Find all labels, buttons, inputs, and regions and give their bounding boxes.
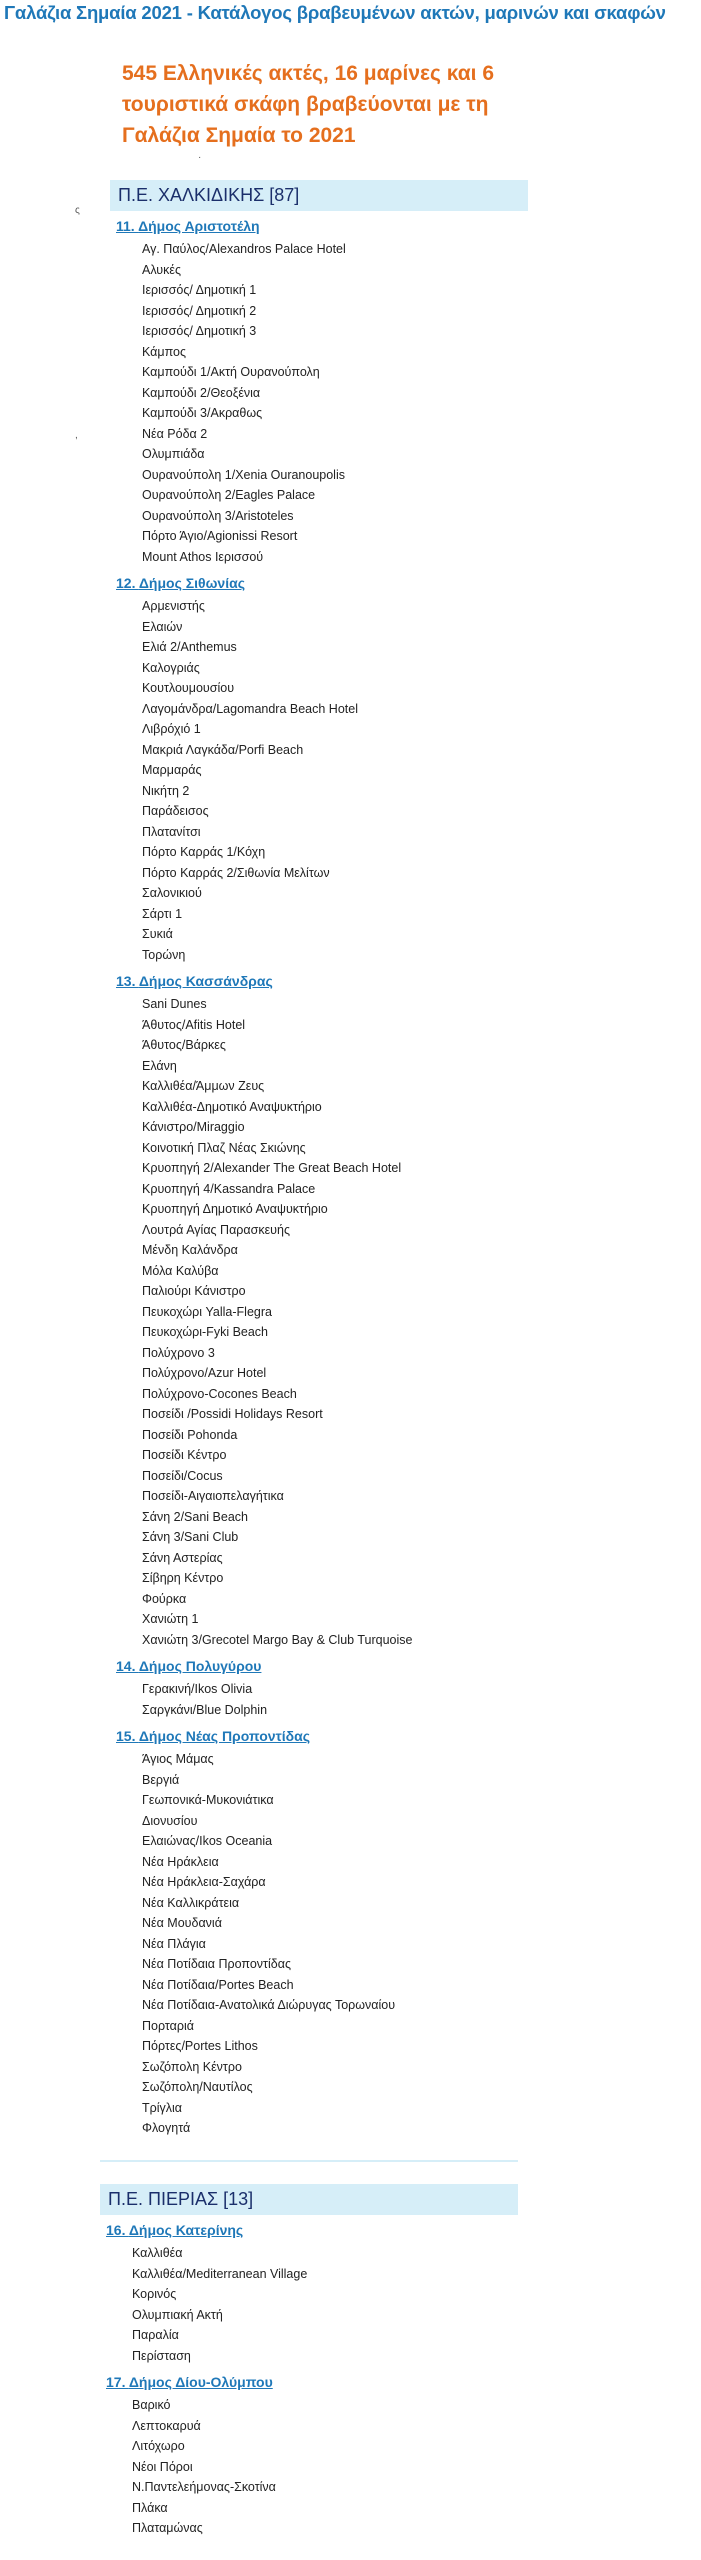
beach-item: Ποσείδι /Possidi Holidays Resort	[142, 1407, 323, 1421]
beach-item: Αγ. Παύλος/Alexandros Palace Hotel	[142, 242, 346, 256]
page-title: Γαλάζια Σημαία 2021 - Κατάλογος βραβευμένων ακτών, μαρινών και σκαφών	[4, 2, 666, 23]
beach-item: Ποσείδι/Cocus	[142, 1468, 223, 1483]
decorative-mark: ,	[75, 430, 78, 441]
beach-item: Νέα Ποτίδαια-Ανατολικά Διώρυγας Τορωναίου	[142, 1998, 396, 2012]
beach-item: Σάρτι 1	[142, 906, 183, 921]
beach-item: Πόρτο Καρράς 1/Κόχη	[142, 845, 266, 859]
beach-item: Νέα Μουδανιά	[142, 1916, 222, 1930]
beach-item: Ολυμπιακή Ακτή	[132, 2307, 223, 2322]
beach-item: Ποσείδι-Αιγαιοπελαγήτικα	[142, 1489, 284, 1503]
beach-item: Ν.Παντελεήμονας-Σκοτίνα	[132, 2480, 276, 2494]
beach-item: Γεωπονικά-Μυκονιάτικα	[142, 1793, 274, 1807]
beach-item: Χανιώτη 1	[142, 1612, 199, 1626]
beach-item: Νέα Ποτίδαια/Portes Beach	[142, 1977, 294, 1992]
beach-item: Πόρτο Καρράς 2/Σιθωνία Μελίτων	[142, 865, 330, 880]
beach-item: Κάνιστρο/Miraggio	[142, 1120, 245, 1134]
beach-item: Πλατανίτσι	[142, 824, 201, 839]
decorative-mark: ς	[75, 205, 80, 216]
municipality-number: 11.	[116, 218, 139, 234]
beach-item: Σωζόπολη Κέντρο	[142, 2059, 242, 2074]
beach-item: Νέα Καλλικράτεια	[142, 1895, 240, 1910]
beach-item: Πολύχρονο-Cocones Beach	[142, 1386, 297, 1401]
beach-item: Βαρικό	[132, 2398, 171, 2412]
beach-item: Πλάκα	[132, 2500, 168, 2515]
beach-item: Ουρανούπολη 2/Eagles Palace	[142, 488, 316, 502]
headline: 545 Ελληνικές ακτές, 16 μαρίνες και 6 τουριστικά σκάφη βραβεύονται με τη Γαλάζια Σημαία το 2021	[122, 62, 495, 147]
beach-item: Ουρανούπολη 3/Aristoteles	[142, 508, 294, 523]
beach-item: Ποσείδι Κέντρο	[142, 1448, 227, 1462]
beach-item: Πευκοχώρι Yalla-Flegra	[142, 1304, 272, 1319]
municipality-name: Δήμος Κατερίνης	[128, 2222, 244, 2238]
beach-item: Καλλιθέα-Δημοτικό Αναψυκτήριο	[142, 1099, 322, 1114]
beach-item: Μακριά Λαγκάδα/Porfi Beach	[142, 742, 304, 757]
beach-item: Συκιά	[142, 927, 173, 941]
beach-item: Ουρανούπολη 1/Xenia Ouranoupolis	[142, 467, 345, 482]
beach-item: Καλλιθέα	[132, 2246, 183, 2260]
municipality-name: Δήμος Δίου-Ολύμπου	[128, 2374, 273, 2390]
beach-item: Ποσείδι Pohonda	[142, 1427, 238, 1442]
municipality-number: 15.	[116, 1728, 139, 1744]
municipality-title	[116, 1728, 310, 1744]
beach-item: Πλαταμώνας	[132, 2521, 203, 2535]
beach-item: Κουτλουμουσίου	[142, 681, 235, 695]
beach-item: Κρυοπηγή 4/Kassandra Palace	[142, 1181, 316, 1196]
beach-item: Λεπτοκαρυά	[132, 2418, 201, 2433]
beach-item: Χανιώτη 3/Grecotel Margo Bay & Club Turquoise	[142, 1632, 413, 1647]
beach-item: Sani Dunes	[142, 997, 207, 1011]
beach-item: Άθυτος/Afitis Hotel	[142, 1017, 246, 1032]
beach-item: Σαργκάνι/Blue Dolphin	[142, 1702, 268, 1717]
beach-item: Ελαιών	[142, 619, 183, 634]
beach-item: Πευκοχώρι-Fyki Beach	[142, 1325, 269, 1339]
beach-item: Περίσταση	[132, 2348, 191, 2363]
beach-item: Καμπούδι 1/Ακτή Ουρανούπολη	[142, 365, 320, 379]
beach-item: Mount Athos Ιερισσού	[142, 549, 264, 564]
beach-item: Νέα Ποτίδαια Προποντίδας	[142, 1957, 291, 1971]
beach-item: Νέα Πλάγια	[142, 1936, 206, 1951]
municipality-number: 13.	[116, 973, 139, 989]
municipality-number: 16.	[106, 2222, 129, 2238]
municipality-name: Δήμος Πολυγύρου	[138, 1658, 262, 1674]
municipality-name: Δήμος Κασσάνδρας	[138, 973, 273, 989]
beach-item: Κρυοπηγή 2/Alexander The Great Beach Hotel	[142, 1161, 402, 1175]
beach-item: Αλυκές	[142, 262, 181, 277]
beach-item: Διονυσίου	[142, 1813, 198, 1828]
beach-item: Πορταριά	[142, 2018, 195, 2033]
beach-item: Νικήτη 2	[142, 783, 190, 798]
beach-item: Καλλιθέα/Άμμων Ζευς	[142, 1079, 265, 1093]
beach-item: Μένδη Καλάνδρα	[142, 1243, 238, 1257]
beach-item: Πολύχρονο 3	[142, 1345, 215, 1360]
beach-item: Παράδεισος	[142, 804, 209, 818]
beach-item: Λουτρά Αγίας Παρασκευής	[142, 1222, 290, 1237]
municipality-title	[116, 575, 245, 591]
beach-item: Μόλα Καλύβα	[142, 1263, 219, 1278]
beach-item: Παραλία	[132, 2328, 179, 2342]
beach-item: Λιτόχωρο	[132, 2439, 185, 2453]
beach-item: Άθυτος/Βάρκες	[142, 1038, 226, 1052]
beach-item: Ελάνη	[142, 1058, 177, 1073]
beach-item: Πολύχρονο/Azur Hotel	[142, 1366, 267, 1380]
beach-item: Άγιος Μάμας	[142, 1752, 214, 1766]
municipality-title	[116, 218, 260, 234]
beach-item: Σάνη Αστερίας	[142, 1550, 223, 1565]
municipality-name: Δήμος Νέας Προποντίδας	[138, 1728, 311, 1744]
beach-item: Τορώνη	[142, 947, 186, 962]
beach-item: Ιερισσός/ Δημοτική 2	[142, 303, 257, 318]
beach-item: Νέα Ηράκλεια	[142, 1854, 219, 1869]
beach-item: Παλιούρι Κάνιστρο	[142, 1284, 246, 1298]
municipality-number: 12.	[116, 575, 139, 591]
municipality-name: Δήμος Αριστοτέλη	[138, 218, 260, 234]
municipality-number: 17.	[106, 2374, 129, 2390]
beach-item: Κορινός	[132, 2287, 177, 2301]
beach-item: Νέοι Πόροι	[132, 2459, 193, 2474]
beach-item: Ελιά 2/Anthemus	[142, 640, 237, 654]
beach-item: Γερακινή/Ikos Olivia	[142, 1682, 253, 1696]
beach-item: Καμπούδι 3/Ακραθως	[142, 406, 263, 420]
beach-item: Ελαιώνας/Ikos Oceania	[142, 1834, 273, 1848]
beach-item: Φλογητά	[142, 2121, 191, 2135]
beach-item: Κοινοτική Πλαζ Νέας Σκιώνης	[142, 1140, 306, 1155]
municipality-title	[116, 1658, 261, 1674]
municipality-number: 14.	[116, 1658, 139, 1674]
municipality-title	[106, 2222, 243, 2238]
municipality-title	[116, 973, 273, 989]
municipality-name: Δήμος Σιθωνίας	[138, 575, 245, 591]
beach-item: Τρίγλια	[142, 2100, 183, 2115]
beach-item: Σίβηρη Κέντρο	[142, 1571, 224, 1585]
beach-item: Λαγομάνδρα/Lagomandra Beach Hotel	[142, 701, 358, 716]
beach-item: Ιερισσός/ Δημοτική 1	[142, 283, 257, 297]
beach-item: Ολυμπιάδα	[142, 447, 205, 461]
beach-item: Φούρκα	[142, 1591, 187, 1606]
beach-item: Σαλονικιού	[142, 886, 202, 900]
beach-item: Κρυοπηγή Δημοτικό Αναψυκτήριο	[142, 1202, 328, 1216]
beach-item: Νέα Ρόδα 2	[142, 426, 208, 441]
beach-item: Πόρτες/Portes Lithos	[142, 2039, 258, 2053]
region-divider	[100, 2160, 518, 2162]
beach-item: Λιβρόχιό 1	[142, 722, 201, 736]
beach-item: Σάνη 3/Sani Club	[142, 1530, 239, 1544]
beach-item: Νέα Ηράκλεια-Σαχάρα	[142, 1875, 266, 1889]
beach-item: Αρμενιστής	[142, 599, 205, 613]
beach-item: Ιερισσός/ Δημοτική 3	[142, 324, 257, 338]
beach-item: Καλλιθέα/Mediterranean Village	[132, 2266, 308, 2281]
beach-item: Καλογριάς	[142, 660, 200, 675]
beach-item: Κάμπος	[142, 344, 187, 359]
municipality-title	[106, 2374, 273, 2390]
beach-item: Πόρτο Άγιο/Agionissi Resort	[142, 529, 298, 543]
region-header: Π.Ε. ΠΙΕΡΙΑΣ [13]	[100, 2184, 518, 2215]
beach-item: Σάνη 2/Sani Beach	[142, 1509, 248, 1524]
beach-item: Καμπούδι 2/Θεοξένια	[142, 385, 261, 400]
beach-item: Βεργιά	[142, 1772, 180, 1787]
region-header: Π.Ε. ΧΑΛΚΙΔΙΚΗΣ [87]	[110, 180, 528, 211]
beach-item: Μαρμαράς	[142, 763, 202, 777]
decorative-mark: ·	[198, 152, 202, 163]
beach-item: Σωζόπολη/Ναυτίλος	[142, 2080, 253, 2094]
